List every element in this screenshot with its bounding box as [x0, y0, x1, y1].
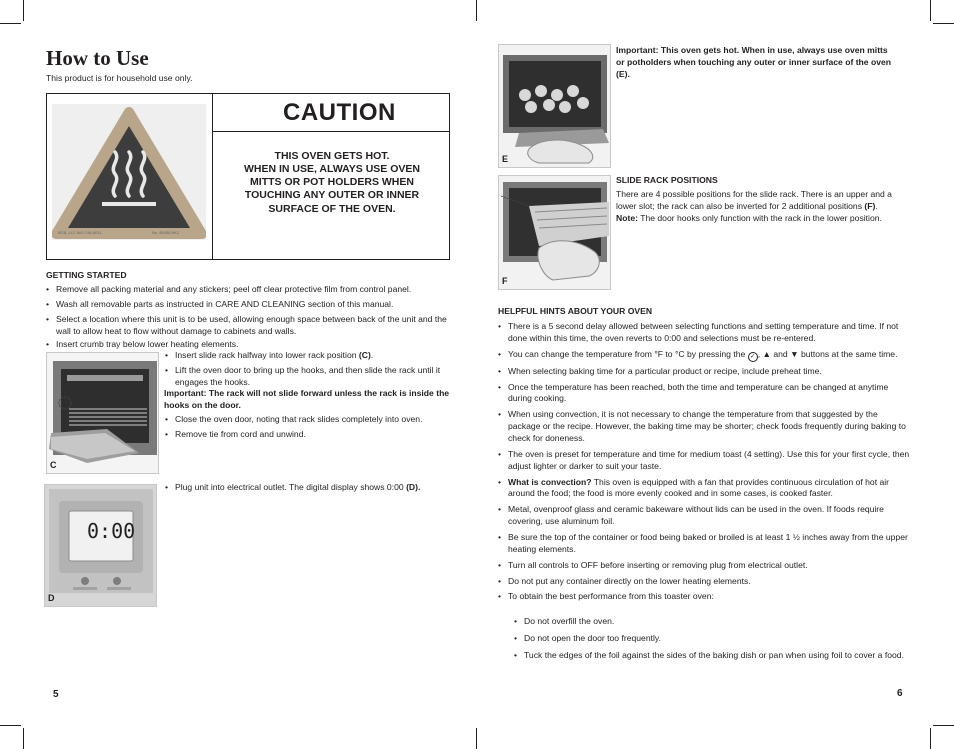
- slide-rack-text-ref: (F): [864, 200, 876, 211]
- figure-c-label: C: [50, 460, 57, 470]
- slide-rack-heading: SLIDE RACK POSITIONS: [616, 175, 718, 185]
- helpful-hints-heading: HELPFUL HINTS ABOUT YOUR OVEN: [498, 306, 653, 316]
- list-item: • Once the temperature has been reached, both the time and temperature can be changed at anytime during cooking.: [498, 382, 910, 406]
- temp-unit-button-icon: ✓: [748, 352, 758, 362]
- plug-step-ref: (D): [406, 482, 418, 492]
- slide-rack-text-start: There are 4 possible positions for the slide rack. There is an upper and a lower slot; the rack can also be inverted for 2 additional positions: [616, 189, 892, 211]
- list-item: • Do not open the door too frequently.: [514, 633, 910, 645]
- caution-line-3: MITTS OR POT HOLDERS WHEN: [250, 176, 414, 189]
- list-item: • Metal, ovenproof glass and ceramic bakeware without lids can be used in the oven. If foods require covering, use aluminum foil.: [498, 504, 910, 528]
- list-item: • Insert crumb tray below lower heating elements.: [46, 339, 454, 351]
- list-item: • Tuck the edges of the foil against the sides of the baking dish or pan when using foil to cover a food.: [514, 650, 910, 662]
- crop-mark-tr-v: [930, 0, 931, 21]
- list-item: [498, 349, 910, 362]
- list-item: • There is a 5 second delay allowed between selecting functions and setting temperature and time. If not done within this time, the oven reverts to 0:00 and selections must be re-entered.: [498, 321, 910, 345]
- control-panel-illustration: [45, 485, 157, 607]
- convection-label: What is convection?: [508, 476, 592, 487]
- plug-step-end: .: [418, 482, 421, 492]
- slide-rack-illustration: [499, 176, 611, 290]
- caution-line-4: TOUCHING ANY OUTER OR INNER: [244, 189, 420, 202]
- rack-step-1-text: Insert slide rack halfway into lower rack position: [175, 350, 359, 360]
- caution-line-2: WHEN IN USE, ALWAYS USE OVEN: [243, 163, 420, 176]
- slide-rack-text: [616, 189, 912, 225]
- rack-steps-list-b: [165, 414, 455, 444]
- list-item: • Do not put any container directly on the lower heating elements.: [498, 576, 910, 588]
- list-item: • Be sure the top of the container or food being baked or broiled is at least 1 ½ inches away from the upper heating elements.: [498, 532, 910, 556]
- list-item: [165, 482, 455, 494]
- figure-f-label: F: [502, 276, 508, 286]
- figure-d-digital-display: [44, 484, 157, 607]
- figure-d-label: D: [48, 593, 55, 603]
- sign-text-left: BCB, LLC 800-748-8011: [58, 230, 102, 235]
- page-title: How to Use: [46, 46, 149, 70]
- rack-important-note: Important: The rack will not slide forward unless the rack is inside the hooks on the door.: [164, 388, 450, 410]
- list-item: • Do not overfill the oven.: [514, 616, 910, 628]
- figure-e-label: E: [502, 154, 509, 164]
- oven-mitt-illustration: [499, 45, 611, 168]
- slide-rack-text-end: .: [875, 200, 878, 211]
- list-item: • When using convection, it is not necessary to change the temperature from that suggested by the package or the recipe. However, the baking time may be shorter; check foods frequently during baking to check for doneness.: [498, 409, 910, 445]
- list-item: • Lift the oven door to bring up the hooks, and then slide the rack until it engages the hooks.: [165, 365, 455, 389]
- list-item: • Close the oven door, noting that rack slides completely into oven.: [165, 414, 455, 426]
- hint-2-end: , ▲ and ▼ buttons at the same time.: [757, 348, 898, 359]
- crop-mark-tl-h: [0, 23, 21, 24]
- crop-mark-tl-v: [23, 0, 24, 21]
- caution-title: CAUTION: [283, 99, 396, 126]
- crop-mark-bc-v: [476, 728, 477, 749]
- helpful-hints-list: [498, 321, 910, 607]
- figure-e-hot-oven: [498, 44, 611, 168]
- hot-surface-sign: [52, 104, 206, 240]
- slide-rack-note-label: Note:: [616, 212, 638, 223]
- crop-mark-tc-v: [476, 0, 477, 21]
- household-note: This product is for household use only.: [46, 73, 193, 83]
- crop-mark-br-v: [930, 728, 931, 749]
- getting-started-list: [46, 284, 454, 354]
- list-item: [165, 350, 455, 362]
- hot-surface-warning-icon: [52, 104, 206, 240]
- list-item: • To obtain the best performance from this toaster oven:: [498, 591, 910, 603]
- caution-line-1: THIS OVEN GETS HOT.: [274, 150, 390, 162]
- getting-started-heading: GETTING STARTED: [46, 270, 127, 280]
- caution-title-line: [213, 131, 450, 132]
- convection-text: This oven is equipped with a fan that provides continuous circulation of hot air around the food; the food is more evenly cooked and in some cases, is cooked faster.: [508, 476, 890, 499]
- list-item: • Select a location where this unit is to be used, allowing enough space between back of the unit and the wall to allow heat to flow without damage to cabinets and walls.: [46, 314, 454, 338]
- list-item: • When selecting baking time for a particular product or recipe, include preheat time.: [498, 366, 910, 378]
- slide-rack-note-text: The door hooks only function with the rack in the lower position.: [637, 212, 882, 223]
- caution-text: [222, 150, 442, 216]
- list-item: [498, 477, 910, 501]
- figure-f-slide-rack: [498, 175, 611, 290]
- performance-sublist: [514, 616, 910, 665]
- crop-mark-tr-h: [933, 23, 954, 24]
- list-item: • Remove tie from cord and unwind.: [165, 429, 455, 441]
- digital-display-time: 0:00: [87, 519, 136, 543]
- rack-step-1-end: .: [370, 350, 374, 360]
- list-item: • Remove all packing material and any stickers; peel off clear protective film from control panel.: [46, 284, 454, 296]
- crop-mark-bl-v: [23, 728, 24, 749]
- sign-text-right: No. 80458-9K2: [152, 230, 179, 235]
- rack-steps-list-a: [165, 350, 455, 390]
- oven-rack-illustration: [47, 353, 159, 474]
- important-e-note: Important: This oven gets hot. When in use, always use oven mitts or potholders when touching any outer or inner surface of the oven (E).: [616, 45, 892, 79]
- hint-2-start: You can change the temperature from °F to °C by pressing the: [508, 348, 748, 359]
- caution-line-5: SURFACE OF THE OVEN.: [268, 202, 396, 215]
- crop-mark-bl-h: [0, 725, 21, 726]
- list-item: • Turn all controls to OFF before inserting or removing plug from electrical outlet.: [498, 560, 910, 572]
- rack-step-1-ref: (C): [358, 350, 371, 360]
- plug-step-list: [165, 482, 455, 497]
- plug-step-text: Plug unit into electrical outlet. The digital display shows 0:00: [175, 482, 407, 492]
- page-number-right: 6: [897, 688, 903, 699]
- crop-mark-br-h: [933, 725, 954, 726]
- list-item: • The oven is preset for temperature and time for medium toast (4 setting). Use this for your first cycle, then adjust lighter or darker to suit your taste.: [498, 449, 910, 473]
- figure-c-rack-insertion: [46, 352, 159, 474]
- page-number-left: 5: [53, 689, 59, 700]
- list-item: • Wash all removable parts as instructed in CARE AND CLEANING section of this manual.: [46, 299, 454, 311]
